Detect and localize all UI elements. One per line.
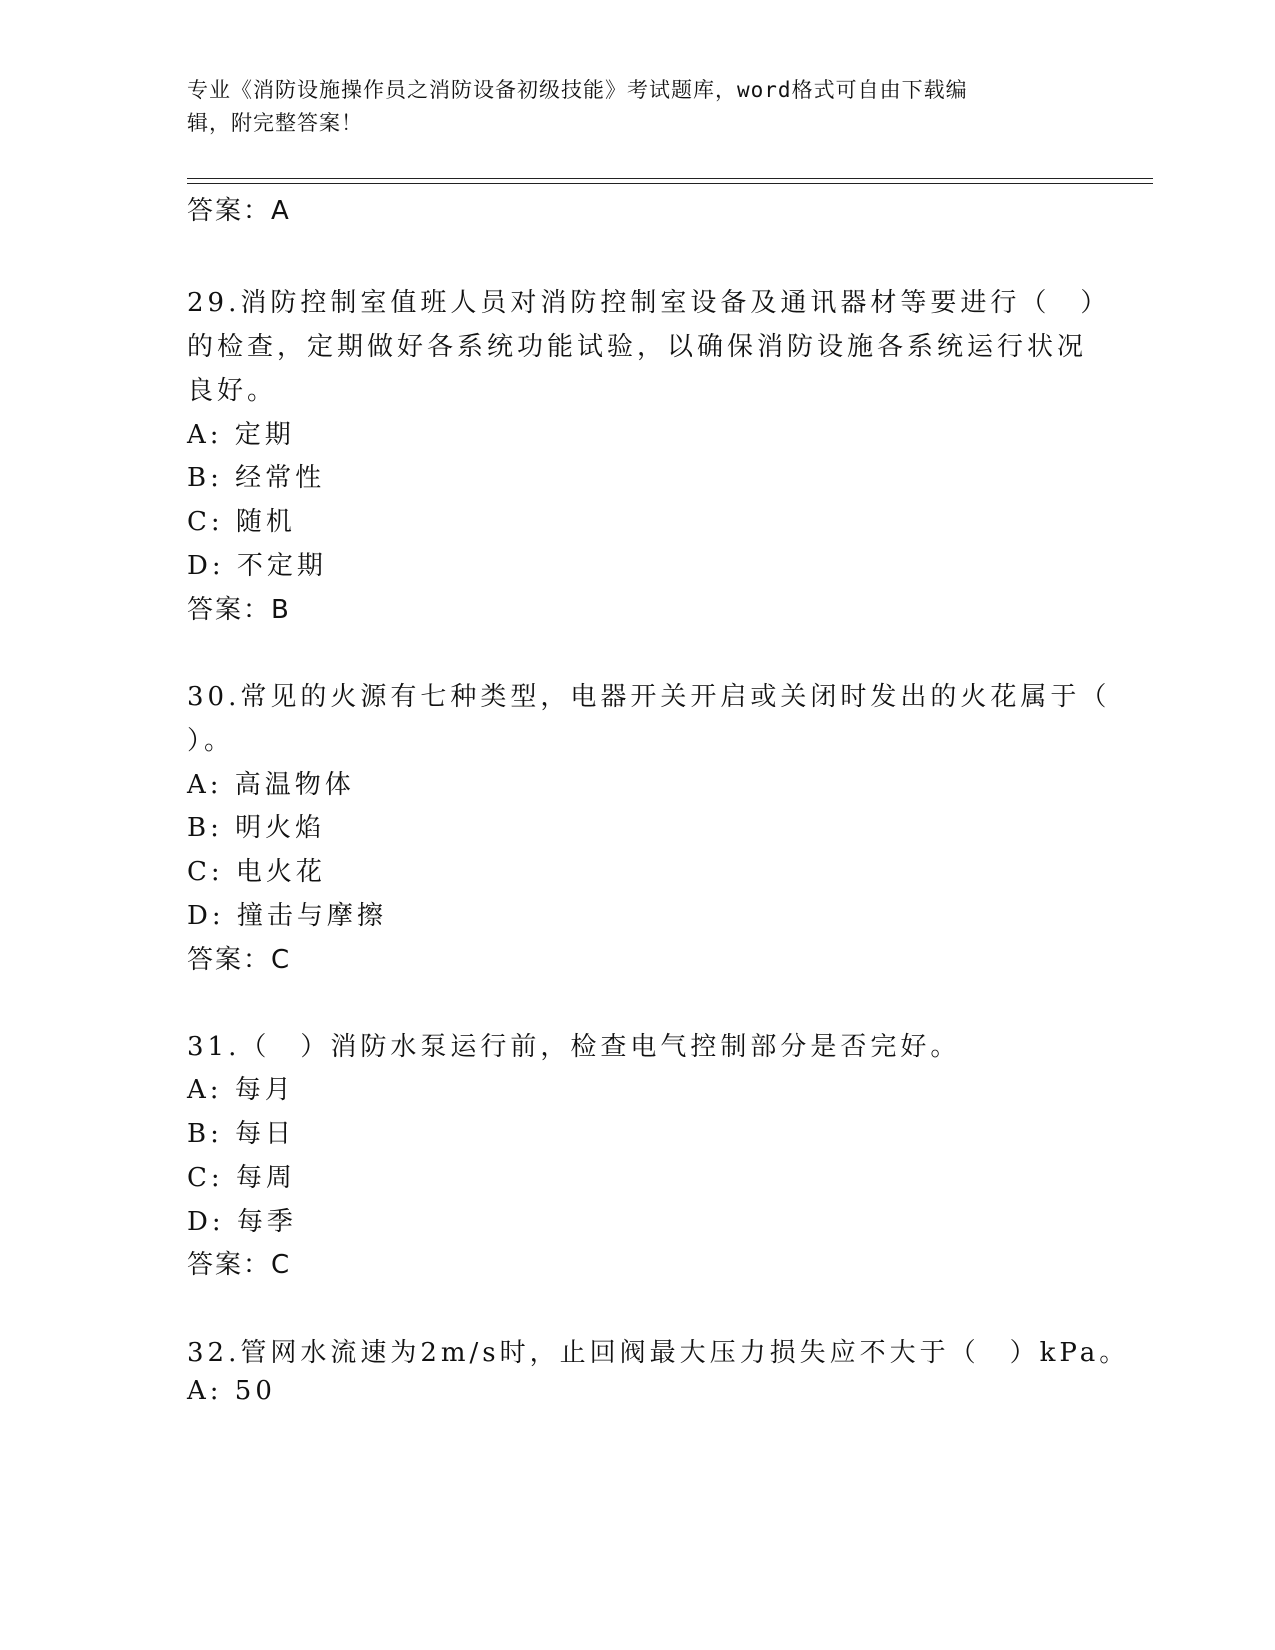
question-30-option-c: C: 电火花 bbox=[187, 857, 326, 887]
header-line-1: 专业《消防设施操作员之消防设备初级技能》考试题库，word格式可自由下载编 bbox=[187, 78, 968, 102]
question-30-option-b: B: 明火焰 bbox=[187, 813, 326, 843]
header-divider-bottom bbox=[187, 183, 1153, 184]
question-30-option-a: A: 高温物体 bbox=[187, 770, 355, 800]
question-29-option-a: A: 定期 bbox=[187, 420, 295, 450]
question-29-option-d: D: 不定期 bbox=[187, 551, 327, 581]
question-30-option-d: D: 撞击与摩擦 bbox=[187, 901, 387, 931]
previous-answer: 答案：A bbox=[187, 196, 291, 226]
question-30-answer: 答案：C bbox=[187, 945, 292, 975]
question-29-option-c: C: 随机 bbox=[187, 507, 296, 537]
question-30-text-line-2: ）。 bbox=[187, 726, 235, 756]
question-31-option-d: D: 每季 bbox=[187, 1207, 297, 1237]
question-31-text-line-1: 31.（ ）消防水泵运行前，检查电气控制部分是否完好。 bbox=[187, 1032, 961, 1062]
question-31-option-b: B: 每日 bbox=[187, 1119, 296, 1149]
header-line-2: 辑，附完整答案！ bbox=[187, 111, 363, 135]
question-31-option-a: A: 每月 bbox=[187, 1075, 295, 1105]
question-29-option-b: B: 经常性 bbox=[187, 463, 326, 493]
question-29-text-line-2: 的检查，定期做好各系统功能试验，以确保消防设施各系统运行状况 bbox=[187, 332, 1088, 362]
question-31-option-c: C: 每周 bbox=[187, 1163, 296, 1193]
question-29-text-line-1: 29.消防控制室值班人员对消防控制室设备及通讯器材等要进行（ ） bbox=[187, 288, 1111, 318]
header-divider-top bbox=[187, 178, 1153, 179]
question-32-option-a: A: 50 bbox=[187, 1376, 276, 1406]
question-31-answer: 答案：C bbox=[187, 1250, 292, 1280]
question-30-text-line-1: 30.常见的火源有七种类型，电器开关开启或关闭时发出的火花属于（ bbox=[187, 682, 1111, 712]
question-29-text-line-3: 良好。 bbox=[187, 376, 278, 406]
question-32-text-line-1: 32.管网水流速为2m/s时，止回阀最大压力损失应不大于（ ）kPa。 bbox=[187, 1338, 1130, 1368]
question-29-answer: 答案：B bbox=[187, 595, 291, 625]
document-header bbox=[187, 74, 1087, 140]
